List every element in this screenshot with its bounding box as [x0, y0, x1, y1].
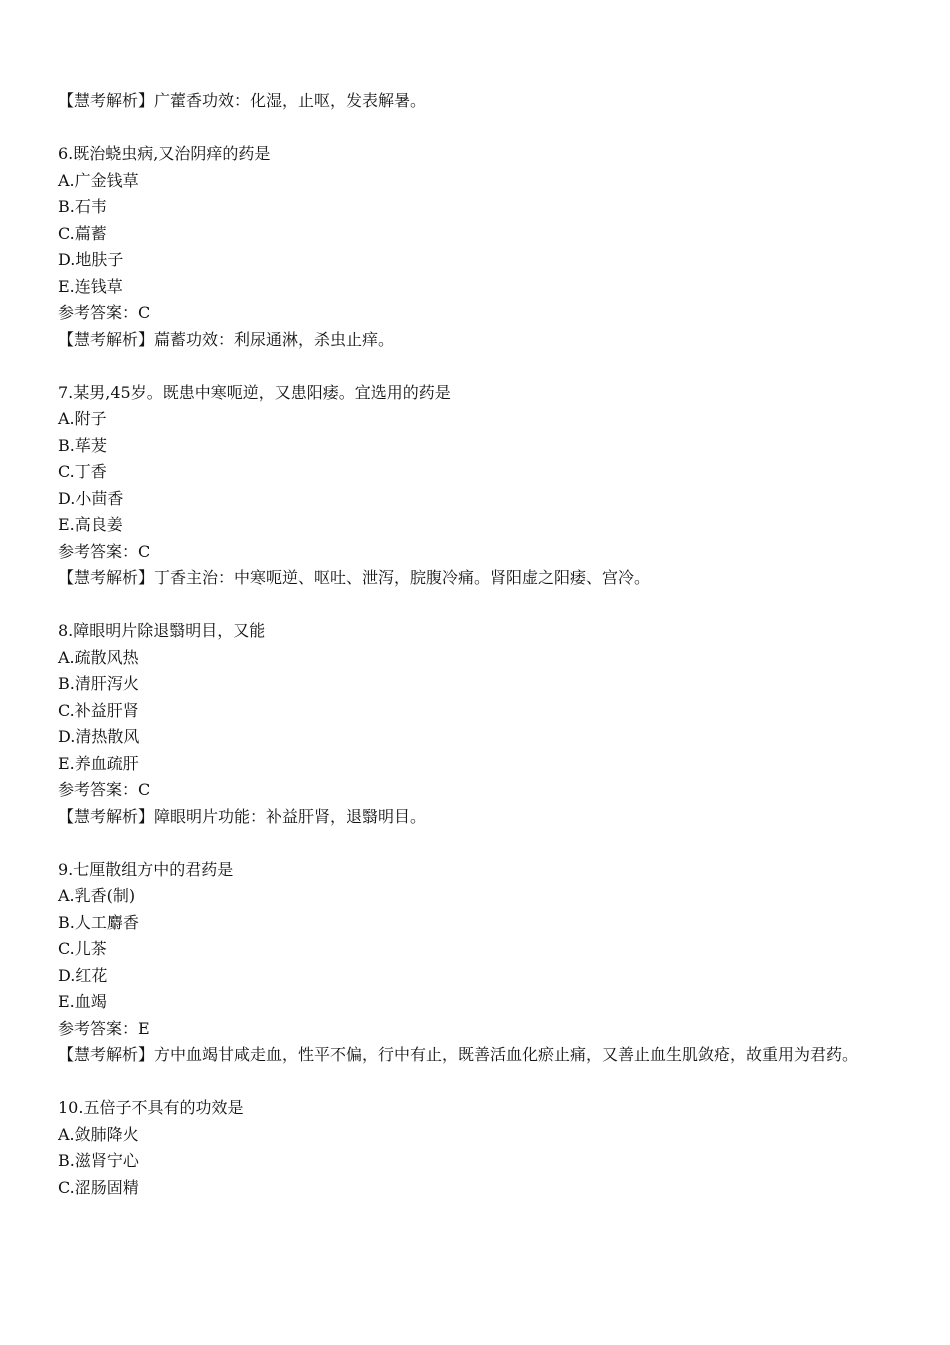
option-c: C.补益肝肾 [58, 700, 139, 720]
question-6 [58, 141, 893, 353]
question-10 [58, 1095, 893, 1201]
option-a: A.乳香(制) [58, 886, 136, 905]
reference-answer: 参考答案：C [58, 780, 151, 799]
option-e: E.养血疏肝 [58, 753, 139, 773]
option-c: C.涩肠固精 [58, 1177, 139, 1197]
answer-analysis: 【慧考解析】丁香主治：中寒呃逆、呕吐、泄泻，脘腹冷痛。肾阳虚之阳痿、宫冷。 [58, 568, 651, 587]
document-page [58, 88, 893, 1201]
question-stem: 8.障眼明片除退翳明目，又能 [58, 621, 266, 640]
answer-analysis: 【慧考解析】萹蓄功效：利尿通淋，杀虫止痒。 [58, 329, 395, 349]
question-9 [58, 857, 893, 1069]
option-c: C.萹蓄 [58, 223, 107, 243]
option-a: A.附子 [58, 409, 107, 428]
option-d: D.红花 [58, 965, 108, 985]
question-stem: 6.既治蛲虫病,又治阴痒的药是 [58, 144, 271, 163]
answer-analysis: 【慧考解析】方中血竭甘咸走血，性平不偏，行中有止，既善活血化瘀止痛，又善止血生肌敛疮，故重用为君药。 [58, 1045, 859, 1064]
question-7 [58, 380, 893, 592]
spacer [58, 830, 893, 857]
question-8 [58, 618, 893, 830]
previous-analysis: 【慧考解析】广藿香功效：化湿，止呕，发表解暑。 [58, 91, 427, 110]
question-stem: 10.五倍子不具有的功效是 [58, 1098, 244, 1117]
option-b: B.滋肾宁心 [58, 1151, 139, 1170]
spacer [58, 1069, 893, 1096]
reference-answer: 参考答案：C [58, 303, 151, 322]
option-a: A.广金钱草 [58, 170, 139, 190]
option-b: B.人工麝香 [58, 912, 139, 932]
question-stem: 7.某男,45岁。既患中寒呃逆，又患阳痿。宜选用的药是 [58, 382, 451, 402]
reference-answer: 参考答案：E [58, 1018, 150, 1038]
option-b: B.石韦 [58, 197, 107, 216]
option-e: E.血竭 [58, 992, 107, 1011]
option-b: B.荜茇 [58, 435, 107, 455]
question-stem: 9.七厘散组方中的君药是 [58, 859, 234, 879]
option-a: A.疏散风热 [58, 647, 139, 667]
option-c: C.丁香 [58, 462, 107, 481]
option-d: D.清热散风 [58, 727, 140, 746]
option-e: E.连钱草 [58, 276, 123, 296]
option-b: B.清肝泻火 [58, 674, 139, 693]
reference-answer: 参考答案：C [58, 541, 151, 561]
option-d: D.地肤子 [58, 250, 124, 269]
option-e: E.高良姜 [58, 515, 123, 534]
spacer [58, 592, 893, 619]
option-a: A.敛肺降火 [58, 1124, 139, 1144]
option-d: D.小茴香 [58, 488, 124, 508]
answer-analysis: 【慧考解析】障眼明片功能：补益肝肾，退翳明目。 [58, 806, 427, 826]
spacer [58, 115, 893, 142]
spacer [58, 353, 893, 380]
option-c: C.儿茶 [58, 939, 107, 958]
